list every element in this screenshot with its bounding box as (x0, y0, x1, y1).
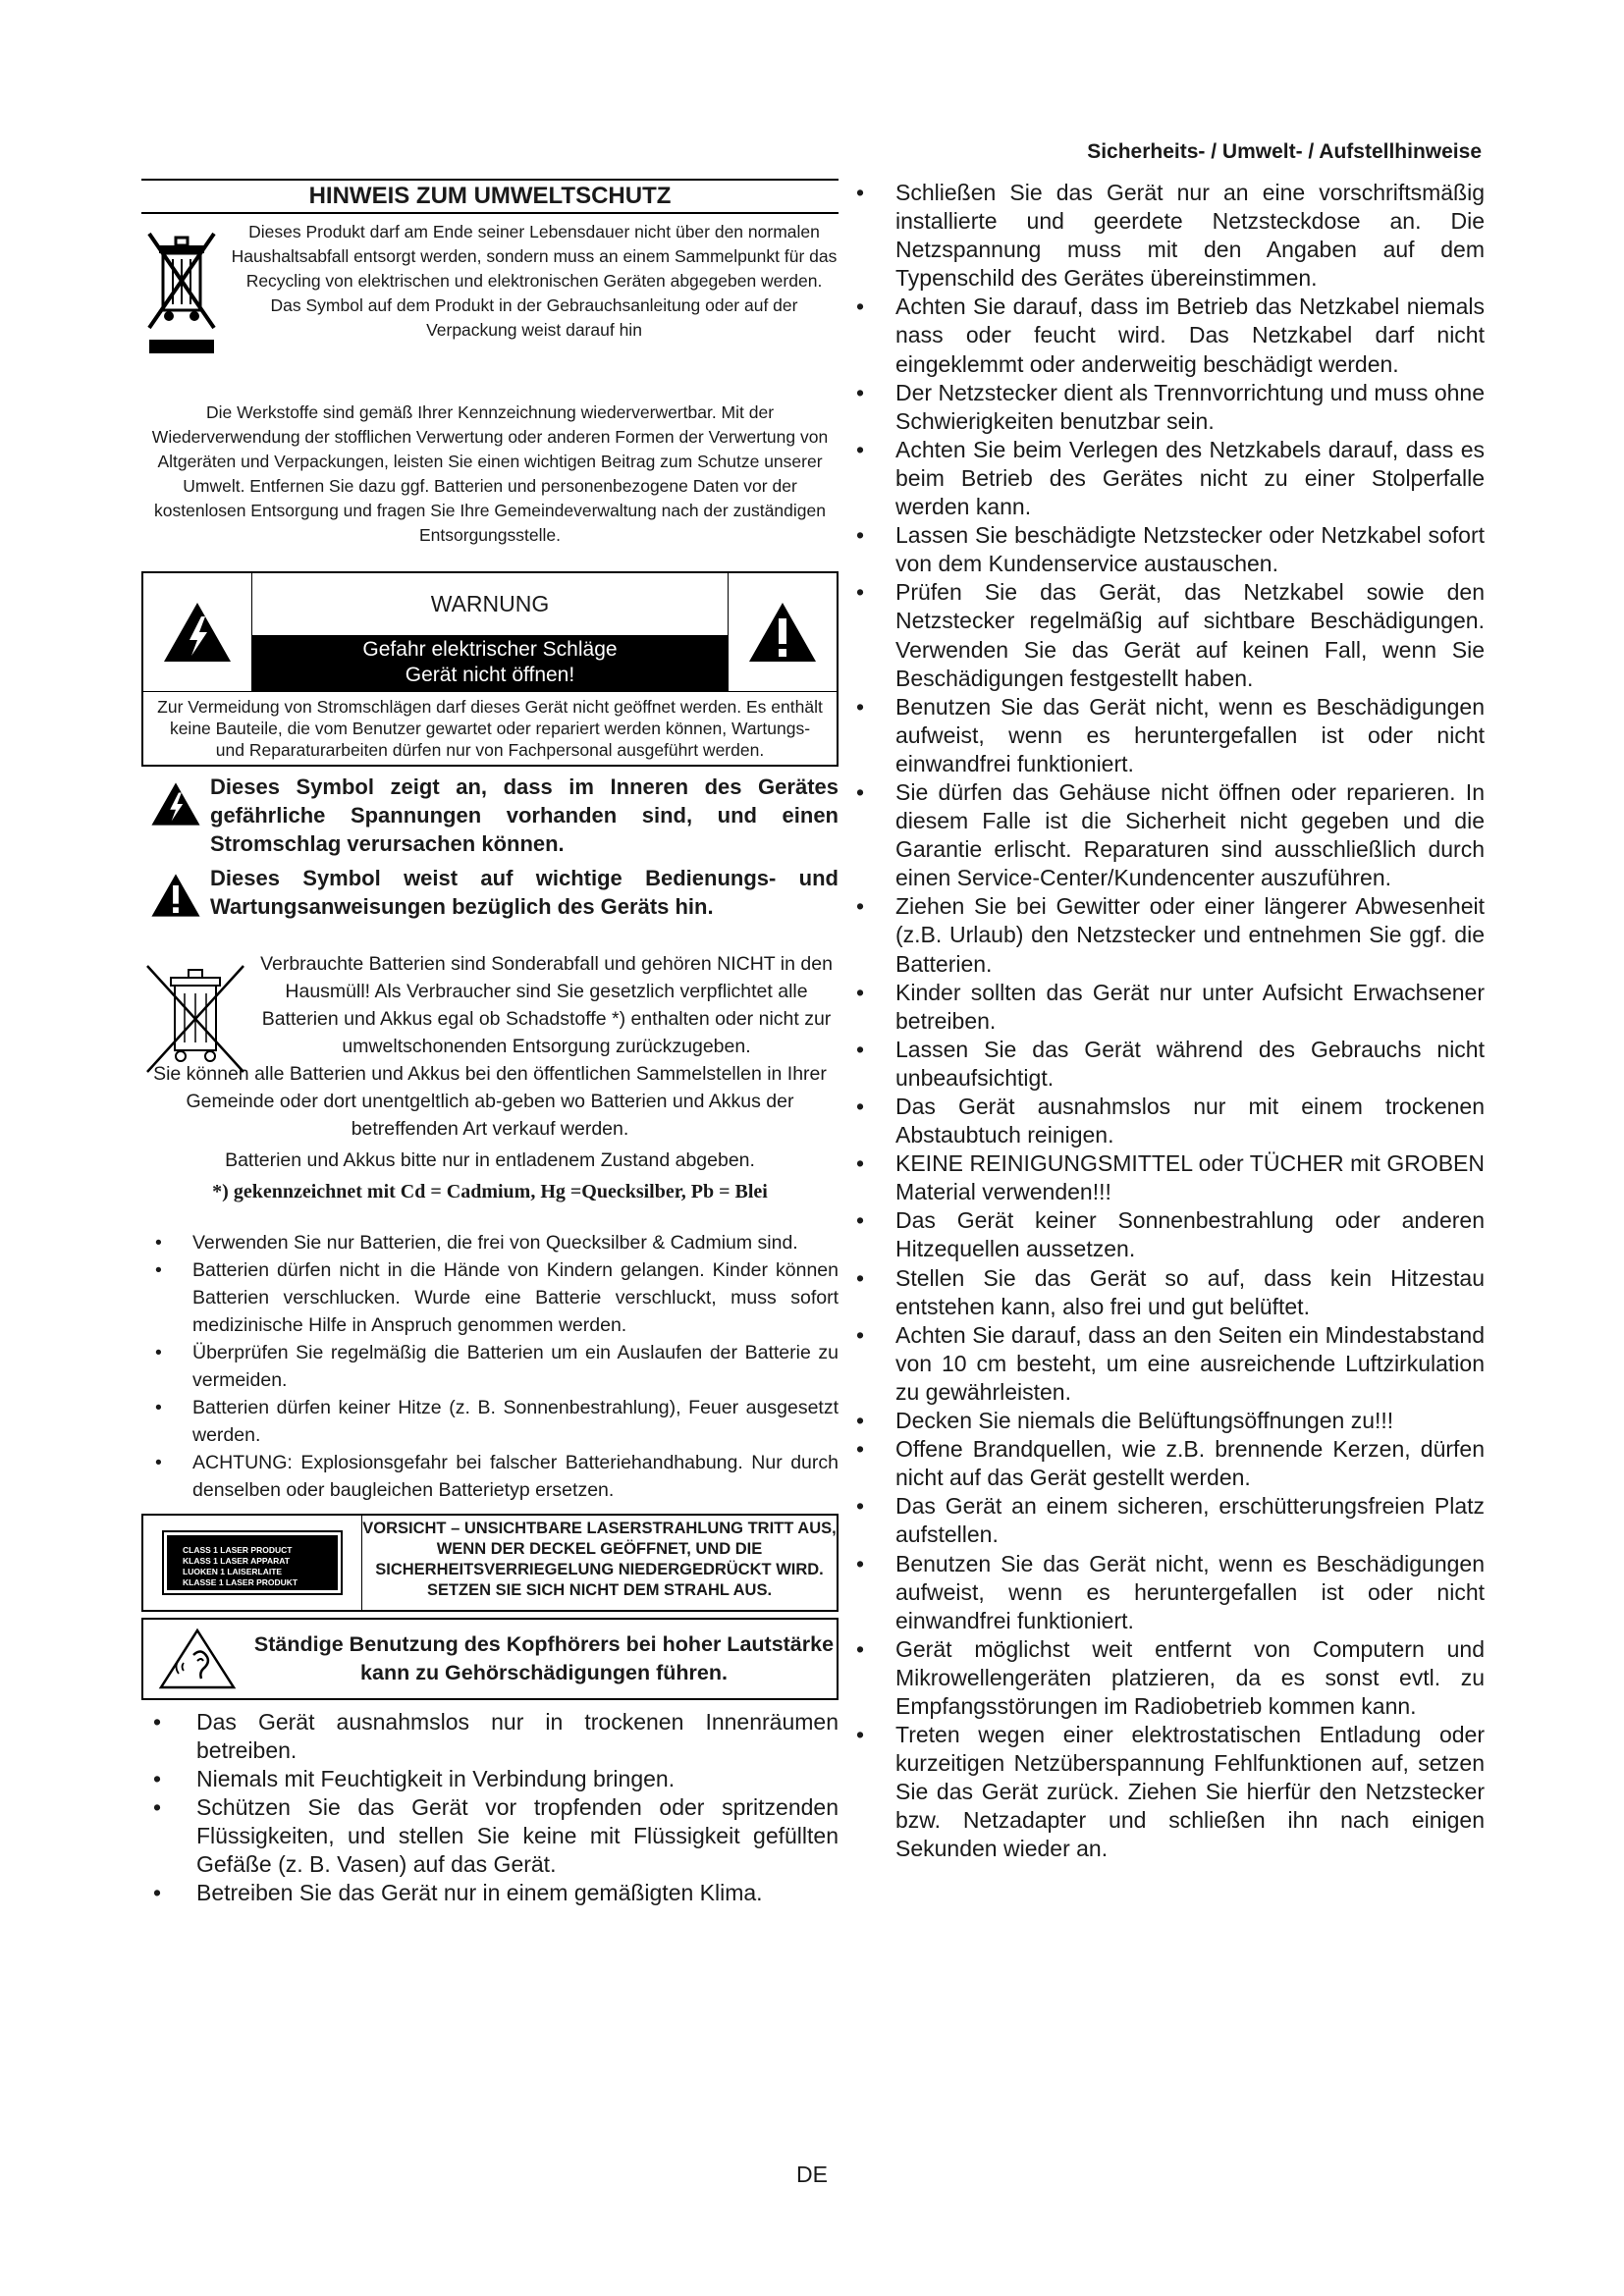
list-item: • Schließen Sie das Gerät nur an eine vorschriftsmäßig installierte und geerdete Netzsteckdose an. Die Netzspannung muss mit den Angaben auf dem Typenschild des Gerätes übereinstimmen. (850, 179, 1485, 293)
symbol-1-text: Dieses Symbol zeigt an, dass im Inneren des Gerätes gefährliche Spannungen vorhanden sind, und einen Stromschlag verursachen können. (210, 774, 839, 856)
list-item: • Ziehen Sie bei Gewitter oder einer längerer Abwesenheit (z.B. Urlaub) den Netzstecker und entnehmen Sie ggf. die Batterien. (850, 892, 1485, 978)
list-item: • Benutzen Sie das Gerät nicht, wenn es Beschädigungen aufweist, wenn es heruntergefallen ist oder nicht einwandfrei funktioniert. (850, 693, 1485, 778)
hearing-damage-icon (158, 1628, 237, 1690)
list-item: • Das Gerät an einem sicheren, erschütterungsfreien Platz aufstellen. (850, 1492, 1485, 1549)
symbol-2-text: Dieses Symbol weist auf wichtige Bedienungs- und Wartungsanweisungen bezüglich des Geräts hin. (210, 866, 839, 919)
list-item: • Batterien dürfen keiner Hitze (z. B. Sonnenbestrahlung), Feuer ausgesetzt werden. (141, 1394, 839, 1449)
laser-label-line: CLASS 1 LASER PRODUCT (183, 1545, 293, 1555)
hearing-warning-box (141, 1618, 839, 1700)
environment-paragraph-2: Die Werkstoffe sind gemäß Ihrer Kennzeichnung wiederverwertbar. Mit der Wiederverwendung der stofflichen Verwertung oder anderen Formen der Verwertung von Altgeräten und Verpackungen, leisten Sie einen wichtigen Beitrag zum Schutze unserer Umwelt. Entfernen Sie dazu ggf. Batterien und personenbezogene Daten vor der kostenlosen Entsorgung und fragen Sie Ihre Gemeindeverwaltung nach der zuständigen Entsorgungsstelle. (151, 402, 829, 545)
list-item: • Verwenden Sie nur Batterien, die frei von Quecksilber & Cadmium sind. (141, 1229, 839, 1256)
symbol-exclamation-explanation (141, 864, 839, 921)
list-item: • Achten Sie darauf, dass an den Seiten ein Mindestabstand von 10 cm besteht, um eine ausreichende Luftzirkulation zu gewährleisten. (850, 1321, 1485, 1407)
list-item: • Betreiben Sie das Gerät nur in einem gemäßigten Klima. (141, 1879, 839, 1907)
environment-notice (141, 220, 839, 397)
warning-box (141, 571, 839, 767)
list-item: • Gerät möglichst weit entfernt von Computern und Mikrowellengeräten platzieren, da es sonst evtl. zu Empfangsstörungen im Radiobetrieb kommen kann. (850, 1635, 1485, 1721)
list-item: • Lassen Sie das Gerät während des Gebrauchs nicht unbeaufsichtigt. (850, 1036, 1485, 1093)
list-item: • Prüfen Sie das Gerät, das Netzkabel sowie den Netzstecker regelmäßig auf sichtbare Beschädigungen. Verwenden Sie das Gerät auf keinen Fall, wenn Sie Beschädigungen festgestellt haben. (850, 578, 1485, 692)
symbol-lightning-explanation (141, 773, 839, 858)
list-item: • Kinder sollten das Gerät nur unter Aufsicht Erwachsener betreiben. (850, 979, 1485, 1036)
warning-line-2: Gerät nicht öffnen! (405, 664, 575, 686)
crossed-bin-icon (141, 960, 249, 1078)
page-footer: DE (796, 2162, 828, 2187)
list-item: • Batterien dürfen nicht in die Hände von Kindern gelangen. Kinder können Batterien verschlucken. Wurde eine Batterie verschluckt, muss sofort medizinische Hilfe in Anspruch genommen werden. (141, 1256, 839, 1339)
battery-footnote: *) gekennzeichnet mit Cd = Cadmium, Hg =Quecksilber, Pb = Blei (212, 1181, 768, 1202)
warning-title: WARNUNG (430, 591, 550, 616)
list-item: • Lassen Sie beschädigte Netzstecker oder Netzkabel sofort von dem Kundenservice austauschen. (850, 521, 1485, 578)
page-header: Sicherheits- / Umwelt- / Aufstellhinweise (1087, 140, 1482, 163)
hearing-warning-text: Ständige Benutzung des Kopfhörers bei hoher Lautstärke kann zu Gehörschädigungen führen. (253, 1632, 835, 1684)
laser-label-line: LUOKEN 1 LAISERLAITE (183, 1567, 283, 1576)
battery-paragraph-3: Batterien und Akkus bitte nur in entladenem Zustand abgeben. (225, 1149, 755, 1171)
list-item: • Das Gerät ausnahmslos nur mit einem trockenen Abstaubtuch reinigen. (850, 1093, 1485, 1149)
laser-warning-box (141, 1514, 839, 1612)
battery-list (141, 1229, 839, 1504)
list-item: • Sie dürfen das Gehäuse nicht öffnen oder reparieren. In diesem Falle ist die Sicherheit nicht gegeben und die Garantie erlischt. Reparaturen sind ausschließlich durch einen Service-Center/Kundencenter auszuführen. (850, 778, 1485, 892)
warning-text: Zur Vermeidung von Stromschlägen darf dieses Gerät nicht geöffnet werden. Es enthält keine Bauteile, die vom Benutzer gewartet oder repariert werden können, Wartungs- und Reparaturarbeiten dürfen nur von Fachpersonal ausgeführt werden. (157, 697, 823, 760)
list-item: • Achten Sie beim Verlegen des Netzkabels darauf, dass es beim Betrieb des Gerätes nicht zu einer Stolperfalle werden kann. (850, 436, 1485, 521)
list-item: • Überprüfen Sie regelmäßig die Batterien um ein Auslaufen der Batterie zu vermeiden. (141, 1339, 839, 1394)
environment-paragraph-1: Dieses Produkt darf am Ende seiner Lebensdauer nicht über den normalen Haushaltsabfall entsorgt werden, sondern muss an einem Sammelpunkt für das Recycling von elektrischen und elektronischen Geräten abgegeben werden. Das Symbol auf dem Produkt in der Gebrauchsanleitung oder auf der Verpackung weist darauf hin (231, 222, 838, 340)
lightning-triangle-icon (150, 780, 201, 828)
battery-notice (141, 950, 839, 1060)
list-item: • Benutzen Sie das Gerät nicht, wenn es Beschädigungen aufweist, wenn es heruntergefallen ist oder nicht einwandfrei funktioniert. (850, 1550, 1485, 1635)
list-item: • Der Netzstecker dient als Trennvorrichtung und muss ohne Schwierigkeiten benutzbar sein. (850, 379, 1485, 436)
exclamation-triangle-icon (747, 601, 818, 664)
list-item: • Offene Brandquellen, wie z.B. brennende Kerzen, dürfen nicht auf das Gerät gestellt werden. (850, 1435, 1485, 1492)
laser-label-line: KLASSE 1 LASER PRODUKT (183, 1577, 298, 1587)
list-item: • Das Gerät ausnahmslos nur in trockenen Innenräumen betreiben. (141, 1708, 839, 1765)
laser-warning-text: VORSICHT – UNSICHTBARE LASERSTRAHLUNG TRITT AUS, WENN DER DECKEL GEÖFFNET, UND DIE SICHERHEITSVERRIEGELUNG NIEDERGEDRÜCKT WIRD. SETZEN SIE SICH NICHT DEM STRAHL AUS. (362, 1520, 837, 1599)
list-item: • Stellen Sie das Gerät so auf, dass kein Hitzestau entstehen kann, also frei und gut belüftet. (850, 1264, 1485, 1321)
list-item: • ACHTUNG: Explosionsgefahr bei falscher Batteriehandhabung. Nur durch denselben oder baugleichen Batterietyp ersetzen. (141, 1449, 839, 1504)
warning-line-1: Gefahr elektrischer Schläge (362, 638, 618, 661)
battery-paragraph-2: Sie können alle Batterien und Akkus bei den öffentlichen Sammelstellen in Ihrer Gemeinde oder dort unentgeltlich ab-geben wo Batterien und Akkus der betreffenden Art verkauf werden. (153, 1063, 827, 1140)
laser-label-line: KLASS 1 LASER APPARAT (183, 1556, 290, 1566)
lightning-triangle-icon (162, 601, 233, 664)
battery-paragraph-1: Verbrauchte Batterien sind Sonderabfall und gehören NICHT in den Hausmüll! Als Verbraucher sind Sie gesetzlich verpflichtet alle Batterien und Akkus egal ob Schadstoffe *) enthalten oder nicht zur umweltschonenden Entsorgung zurückzugeben. (260, 953, 833, 1057)
list-item: • Decken Sie niemals die Belüftungsöffnungen zu!!! (850, 1407, 1485, 1435)
safety-list-right (850, 179, 1485, 1864)
exclamation-triangle-icon (150, 872, 201, 919)
list-item: • Schützen Sie das Gerät vor tropfenden oder spritzenden Flüssigkeiten, und stellen Sie keine mit Flüssigkeit gefüllten Gefäße (z. B. Vasen) auf das Gerät. (141, 1793, 839, 1879)
list-item: • Das Gerät keiner Sonnenbestrahlung oder anderen Hitzequellen aussetzen. (850, 1206, 1485, 1263)
list-item: • Achten Sie darauf, dass im Betrieb das Netzkabel niemals nass oder feucht wird. Das Netzkabel darf nicht eingeklemmt oder anderweitig beschädigt werden. (850, 293, 1485, 378)
list-item: • KEINE REINIGUNGSMITTEL oder TÜCHER mit GROBEN Material verwenden!!! (850, 1149, 1485, 1206)
list-item: • Treten wegen einer elektrostatischen Entladung oder kurzeitigen Netzüberspannung Fehlfunktionen auf, setzen Sie das Gerät zurück. Ziehen Sie hierfür den Netzstecker bzw. Netzadapter und schließen ihn nach einigen Sekunden wieder an. (850, 1721, 1485, 1863)
list-item: • Niemals mit Feuchtigkeit in Verbindung bringen. (141, 1765, 839, 1793)
crossed-bin-icon (147, 224, 216, 361)
environment-title: HINWEIS ZUM UMWELTSCHUTZ (141, 179, 839, 214)
placement-list-left (141, 1708, 839, 1907)
left-column (141, 179, 839, 1907)
right-column (850, 179, 1485, 1864)
laser-class-label (164, 1532, 341, 1593)
